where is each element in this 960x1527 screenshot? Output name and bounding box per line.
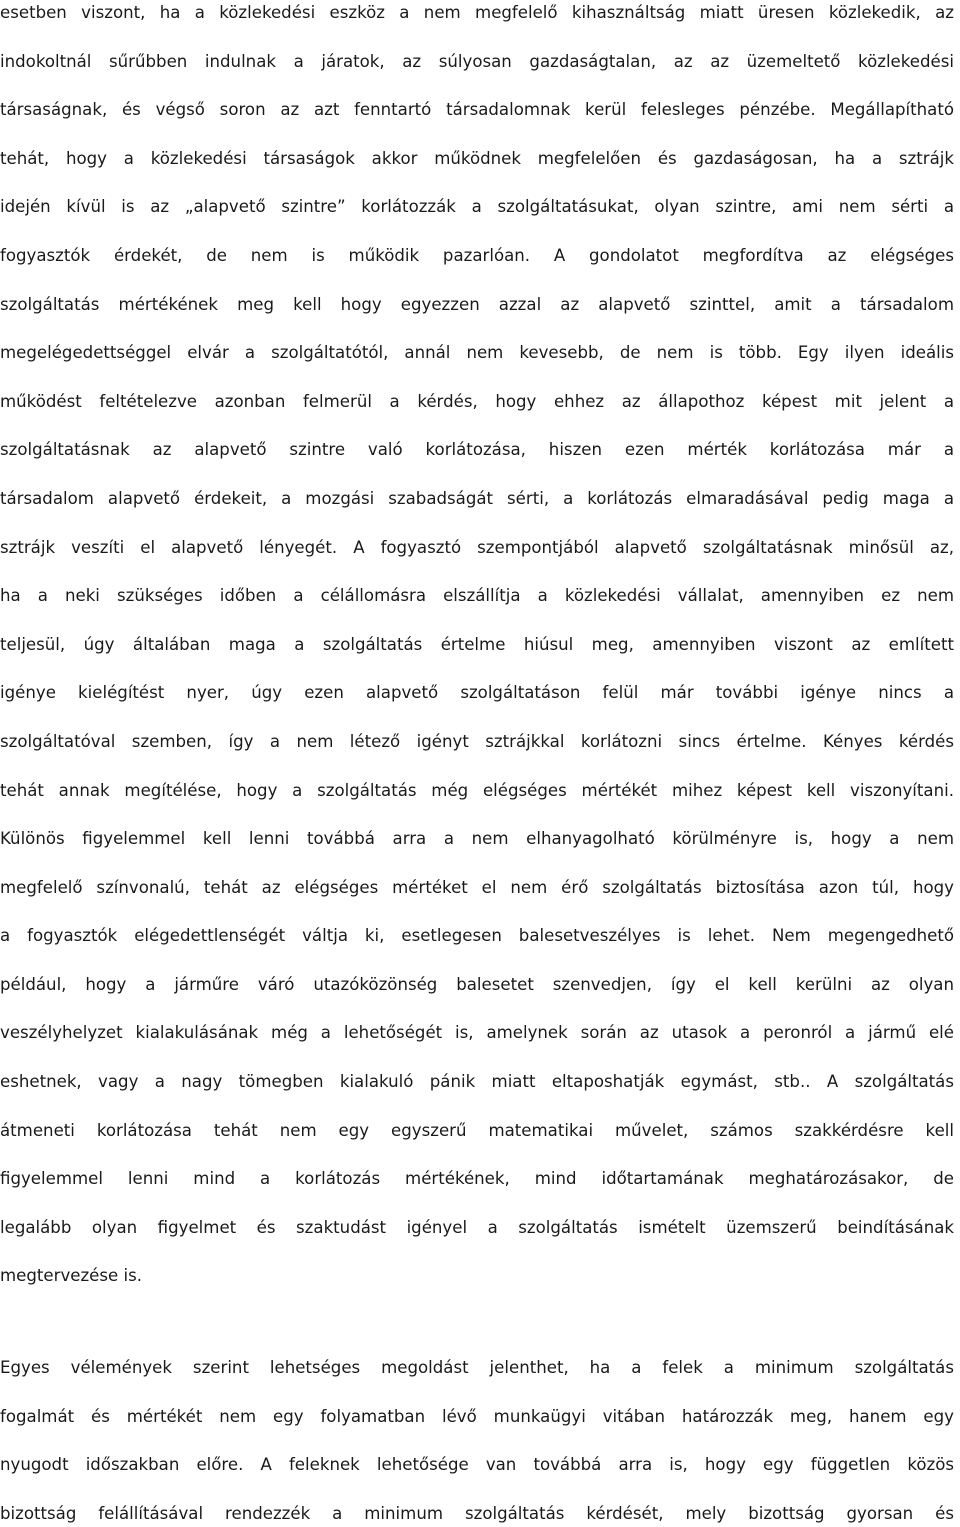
text-line: a fogyasztók elégedettlenségét váltja ki, esetlegesen balesetveszélyes is lehet. Nem megengedhető (0, 926, 954, 946)
text-line: veszélyhelyzet kialakulásának még a lehetőségét is, amelynek során az utasok a peronról a jármű elé (0, 1023, 954, 1043)
text-line: indokoltnál sűrűbben indulnak a járatok, az súlyosan gazdaságtalan, az az üzemeltető közlekedési (0, 51, 954, 71)
text-line: ha a neki szükséges időben a célállomásra elszállítja a közlekedési vállalat, amennyiben ez nem (0, 586, 954, 606)
text-line: megelégedettséggel elvár a szolgáltatótól, annál nem kevesebb, de nem is több. Egy ilyen ideális (0, 343, 954, 363)
paragraph-2 (0, 1344, 954, 1527)
text-line: Különös figyelemmel kell lenni továbbá arra a nem elhanyagolható körülményre is, hogy a nem (0, 829, 954, 849)
text-line: megfelelő színvonalú, tehát az elégséges mértéket el nem érő szolgáltatás biztosítása azon túl, hogy (0, 877, 954, 897)
text-line: szolgáltatásnak az alapvető szintre való korlátozása, hiszen ezen mérték korlátozása már a (0, 440, 954, 460)
text-line: nyugodt időszakban előre. A feleknek lehetősége van továbbá arra is, hogy egy független közös (0, 1455, 954, 1475)
text-line: igénye kielégítést nyer, úgy ezen alapvető szolgáltatáson felül már további igénye nincs a (0, 683, 954, 703)
text-line: társaságnak, és végső soron az azt fenntartó társadalomnak kerül felesleges pénzébe. Megállapítható (0, 100, 954, 120)
text-line: tehát annak megítélése, hogy a szolgáltatás még elégséges mértékét mihez képest kell viszonyítani. (0, 780, 954, 800)
text-line: bizottság felállításával rendezzék a minimum szolgáltatás kérdését, mely bizottság gyorsan és (0, 1503, 954, 1523)
text-line: idején kívül is az „alapvető szintre” korlátozzák a szolgáltatásukat, olyan szintre, ami nem sérti a (0, 197, 954, 217)
text-line: legalább olyan figyelmet és szaktudást igényel a szolgáltatás ismételt üzemszerű beindításának (0, 1217, 954, 1237)
text-line: tehát, hogy a közlekedési társaságok akkor működnek megfelelően és gazdaságosan, ha a sztrájk (0, 148, 954, 168)
text-line: eshetnek, vagy a nagy tömegben kialakuló pánik miatt eltaposhatják egymást, stb.. A szolgáltatás (0, 1072, 954, 1092)
text-line: működést feltételezve azonban felmerül a kérdés, hogy ehhez az állapothoz képest mit jelent a (0, 391, 954, 411)
text-line: esetben viszont, ha a közlekedési eszköz a nem megfelelő kihasználtság miatt üresen közlekedik, az (0, 3, 954, 22)
text-line: fogalmát és mértékét nem egy folyamatban lévő munkaügyi vitában határozzák meg, hanem egy (0, 1406, 954, 1426)
text-line: sztrájk veszíti el alapvető lényegét. A fogyasztó szempontjából alapvető szolgáltatásnak minősül az, (0, 537, 954, 557)
text-line: figyelemmel lenni mind a korlátozás mértékének, mind időtartamának meghatározásakor, de (0, 1169, 954, 1189)
text-line-last: megtervezése is. (0, 1266, 143, 1286)
text-line: szolgáltatás mértékének meg kell hogy egyezzen azzal az alapvető szinttel, amit a társadalom (0, 294, 954, 314)
text-line: teljesül, úgy általában maga a szolgáltatás értelme hiúsul meg, amennyiben viszont az említett (0, 634, 954, 654)
text-line: Egyes vélemények szerint lehetséges megoldást jelenthet, ha a felek a minimum szolgáltatás (0, 1358, 954, 1377)
text-line: például, hogy a járműre váró utazóközönség balesetet szenvedjen, így el kell kerülni az olyan (0, 974, 954, 994)
text-line: fogyasztók érdekét, de nem is működik pazarlóan. A gondolatot megfordítva az elégséges (0, 245, 954, 265)
text-line: átmeneti korlátozása tehát nem egy egyszerű matematikai művelet, számos szakkérdésre kell (0, 1120, 954, 1140)
text-line: társadalom alapvető érdekeit, a mozgási szabadságát sérti, a korlátozás elmaradásával pedig maga a (0, 488, 954, 508)
text-line: szolgáltatóval szemben, így a nem létező igényt sztrájkkal korlátozni sincs értelme. Kényes kérdés (0, 731, 954, 751)
